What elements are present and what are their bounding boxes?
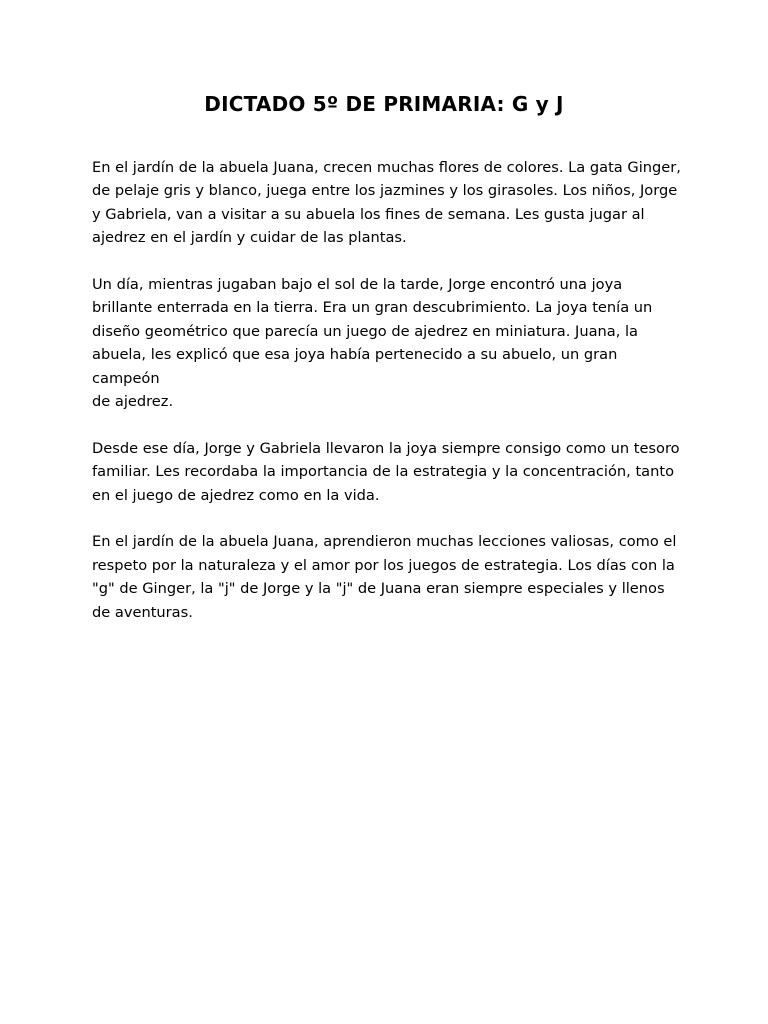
document-title: DICTADO 5º DE PRIMARIA: G y J [204, 92, 564, 116]
paragraph-4: En el jardín de la abuela Juana, aprendieron muchas lecciones valiosas, como el respeto por la naturaleza y el amor por los juegos de estrategia. Los días con la "g" de Ginger, la "j" de Jorge y la "j" de Juana eran siempre especiales y llenos de aventuras. [92, 533, 677, 621]
paragraph-1: En el jardín de la abuela Juana, crecen muchas flores de colores. La gata Ginger, de pelaje gris y blanco, juega entre los jazmines y los girasoles. Los niños, Jorge y Gabriela, van a visitar a su abuela los fines de semana. Les gusta jugar al ajedrez en el jardín y cuidar de las plantas. [92, 159, 681, 247]
document-body [92, 156, 682, 647]
paragraph-2: Un día, mientras jugaban bajo el sol de la tarde, Jorge encontró una joya brillante enterrada en la tierra. Era un gran descubrimiento. La joya tenía un diseño geométrico que parecía un juego de ajedrez en miniatura. Juana, la abuela, les explicó que esa joya había pertenecido a su abuelo, un gran campeón de ajedrez. [92, 276, 653, 411]
paragraph-3: Desde ese día, Jorge y Gabriela llevaron la joya siempre consigo como un tesoro familiar. Les recordaba la importancia de la estrategia y la concentración, tanto en el juego de ajedrez como en la vida. [92, 439, 680, 504]
